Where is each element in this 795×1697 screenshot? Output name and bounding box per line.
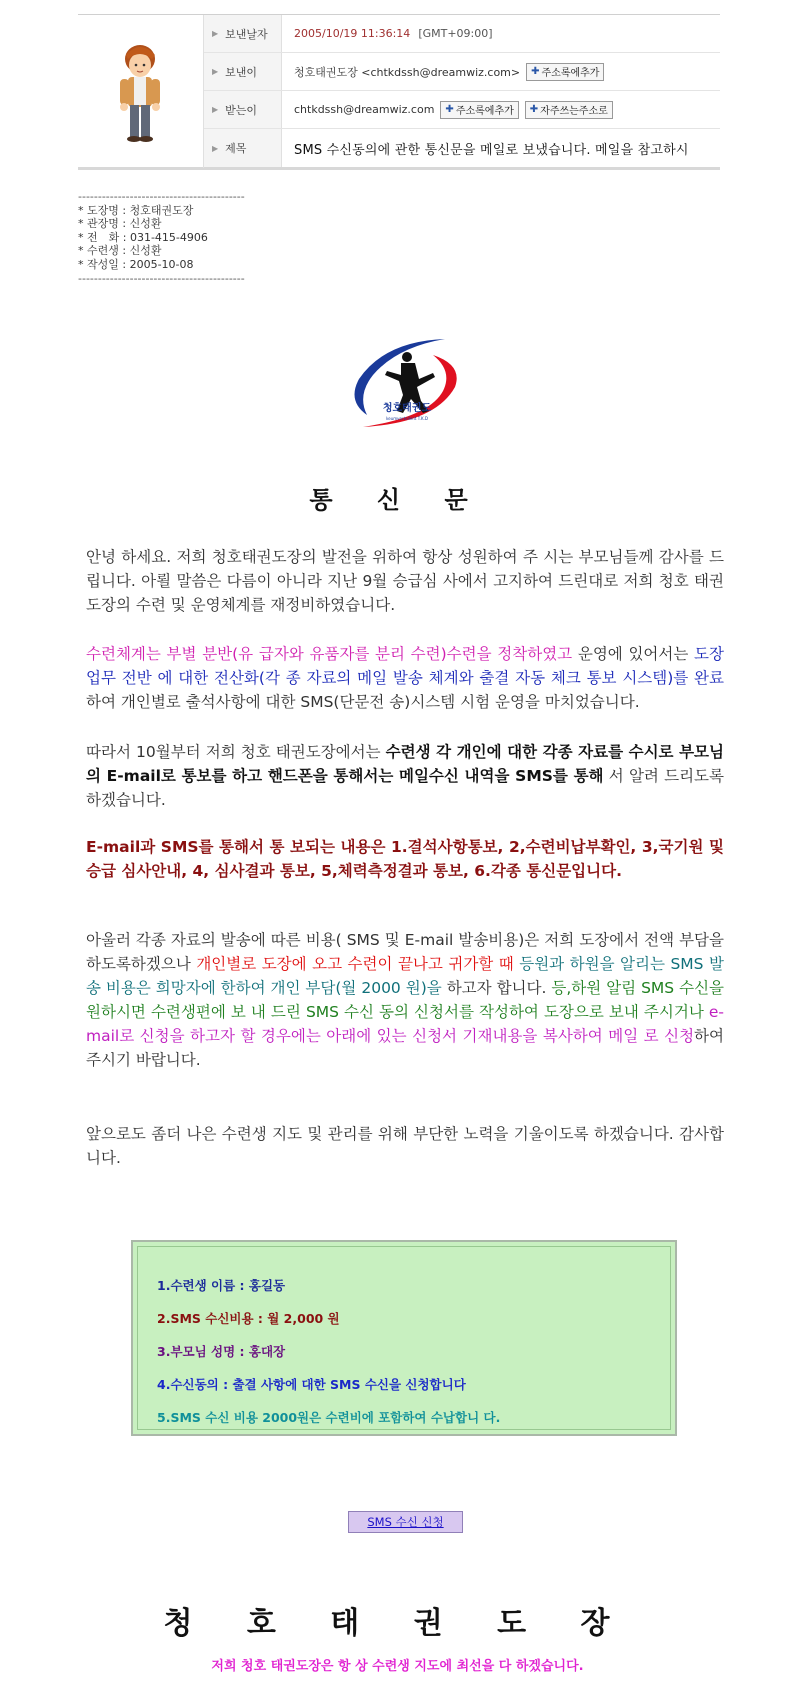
- divider: ------------------------------------------: [78, 271, 245, 285]
- school-logo: [345, 335, 470, 435]
- form-line: 4.수신동의 : 출결 사항에 대한 SMS 수신을 신청합니다: [157, 1377, 466, 1392]
- info-line: * 작성일 : 2005-10-08: [78, 257, 194, 271]
- form-line: 3.부모님 성명 : 홍대장: [157, 1344, 286, 1359]
- paragraph-system: 수련체계는 부별 분반(유 급자와 유품자를 분리 수련)수련을 정착하였고 운영에 있어서는 도장 업무 전반 에 대한 전산화(각 종 자료의 메일 발송 체계와 출결 자동 체크 통보 시스템)를 완료 하여 개인별로 출석사항에 대한 SMS(단문전 송)시스템 시험 운영을 마치었습니다.: [86, 645, 724, 711]
- subject-row: ▶ 제목 SMS 수신동의에 관한 통신문을 메일로 보냈습니다. 메일을 참고하시: [204, 129, 720, 167]
- add-sender-to-address-book-button[interactable]: ✚ 주소록에추가: [526, 63, 604, 81]
- logo-text: 청호태권도: [382, 403, 432, 414]
- arrow-right-icon: ▶: [212, 105, 219, 114]
- arrow-right-icon: ▶: [212, 29, 219, 38]
- letter-title: 통 신 문: [309, 486, 486, 514]
- footer-tagline: 저희 청호 태권도장은 항 상 수련생 지도에 최선을 다 하겠습니다.: [211, 1659, 584, 1674]
- paragraph-closing: 앞으로도 좀더 나은 수련생 지도 및 관리를 위해 부단한 노력을 기울이도록 하겠습니다. 감사합니다.: [86, 1125, 724, 1167]
- paragraph-notice: 따라서 10월부터 저희 청호 태권도장에서는 수련생 각 개인에 대한 각종 자료를 수시로 부모님의 E-mail로 통보를 하고 핸드폰을 통해서는 메일수신 내역을 SMS를 통해 서 알려 드리도록 하겠습니다.: [86, 743, 724, 809]
- footer-title: 청 호 태 권 도 장: [163, 1606, 632, 1641]
- recipient-row: ▶ 받는이 chtkdssh@dreamwiz.com ✚ 주소록에추가 ✚ 자주쓰는주소로: [204, 91, 720, 129]
- sent-date: 2005/10/19 11:36:14: [294, 27, 411, 40]
- info-line: * 수련생 : 신성환: [78, 244, 162, 258]
- school-info: [78, 190, 245, 285]
- info-line: * 도장명 : 청호태권도장: [78, 203, 194, 217]
- sender-row: ▶ 보낸이 청호태권도장 <chtkdssh@dreamwiz.com> ✚ 주소록에추가: [204, 53, 720, 91]
- divider: ------------------------------------------: [78, 190, 245, 203]
- paragraph-contents: E-mail과 SMS를 통해서 통 보되는 내용은 1.결석사항통보, 2,수련비납부확인, 3,국기원 및 승급 심사안내, 4, 심사결과 통보, 5,체력측정결과 통보, 6.각종 통신문입니다.: [86, 838, 724, 880]
- info-line: * 관장명 : 신성환: [78, 217, 162, 231]
- avatar-cell: [78, 15, 204, 168]
- form-line: 1.수련생 이름 : 홍길동: [157, 1278, 286, 1293]
- arrow-right-icon: ▶: [212, 67, 219, 76]
- plus-icon: ✚: [531, 66, 540, 77]
- sent-date-row: ▶ 보낸날자 2005/10/19 11:36:14 [GMT+09:00]: [204, 15, 720, 53]
- paragraph-cost: 아울러 각종 자료의 발송에 따른 비용( SMS 및 E-mail 발송비용)은 저희 도장에서 전액 부담을 하도록하겠으나 개인별로 도장에 오고 수련이 끝나고 귀가할 때 등원과 하원을 알리는 SMS 발송 비용은 희망자에 한하여 개인 부담(월 2000 원)을 하고자 합니다. 등,하원 알림 SMS 수신을 원하시면 수련생편에 보 내 드린 SMS 수신 동의 신청서를 작성하여 도장으로 보내 주시거나 e-mail로 신청을 하고자 할 경우에는 아래에 있는 신청서 기재내용을 복사하여 메일 로 신청하여 주시기 바랍니다.: [86, 931, 725, 1069]
- mail-header: [78, 14, 720, 170]
- application-form-box: [131, 1240, 677, 1436]
- plus-icon: ✚: [529, 104, 539, 115]
- add-to-frequent-button[interactable]: ✚ 자주쓰는주소로: [525, 101, 613, 119]
- plus-icon: ✚: [445, 104, 454, 115]
- logo-subtext: keumverteilent T.K.D: [386, 416, 428, 421]
- recipient-address[interactable]: chtkdssh@dreamwiz.com: [294, 103, 435, 116]
- info-line: * 전 화 : 031-415-4906: [78, 230, 208, 244]
- sender-address[interactable]: 청호태권도장 <chtkdssh@dreamwiz.com>: [294, 65, 521, 79]
- form-line: 2.SMS 수신비용 : 월 2,000 원: [157, 1311, 340, 1326]
- arrow-right-icon: ▶: [212, 143, 219, 153]
- paragraph-greeting: 안녕 하세요. 저희 청호태권도장의 발전을 위하여 항상 성원하여 주 시는 부모님들께 감사를 드립니다. 아뢸 말씀은 다름이 아니라 지난 9월 승급심 사에서 고지하여 드린대로 저희 청호 태권도장의 수련 및 운영체계를 재정비하였습니다.: [86, 548, 724, 614]
- timezone: [GMT+09:00]: [418, 27, 493, 40]
- subject: SMS 수신동의에 관한 통신문을 메일로 보냈습니다. 메일을 참고하시: [294, 142, 689, 158]
- sms-apply-button[interactable]: SMS 수신 신청: [348, 1511, 463, 1533]
- avatar: [78, 15, 204, 168]
- add-recipient-to-address-book-button[interactable]: ✚ 주소록에추가: [440, 101, 518, 119]
- form-line: 5.SMS 수신 비용 2000원은 수련비에 포함하여 수납합니 다.: [157, 1410, 501, 1425]
